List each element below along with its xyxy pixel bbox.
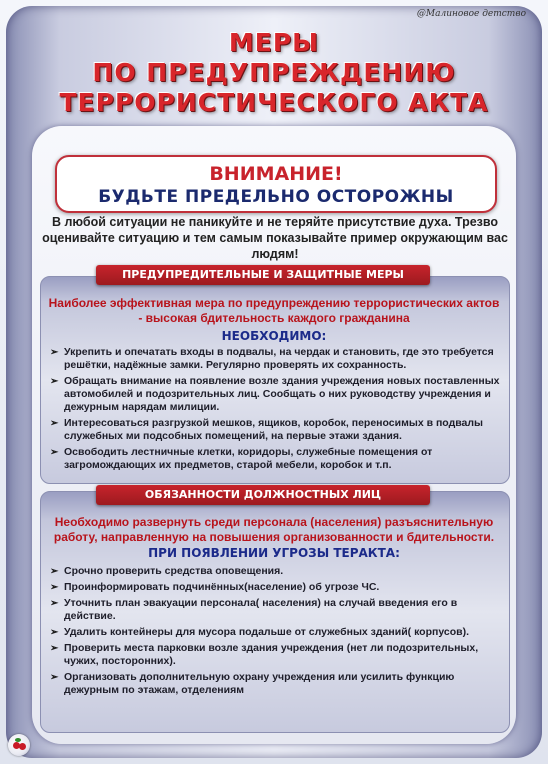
section-2-list	[50, 565, 502, 700]
leaf-shape	[15, 738, 21, 742]
arrow-bullet-icon: ➢	[50, 598, 59, 609]
brand-watermark: @Малиновое детство	[416, 9, 526, 19]
section-1-banner: ПРЕДУПРЕДИТЕЛЬНЫЕ И ЗАЩИТНЫЕ МЕРЫ	[96, 265, 430, 285]
arrow-bullet-icon: ➢	[50, 627, 59, 638]
list-item: ➢ Обращать внимание на появление возле здания учреждения новых поставленных автомобилей и подозрительных лиц. Сообщать о них руководству учреждения и дежурным нарядам милиции.	[50, 375, 500, 413]
section-2-heading: ПРИ ПОЯВЛЕНИИ УГРОЗЫ ТЕРАКТА:	[148, 546, 400, 560]
title-line-2: ПО ПРЕДУПРЕЖДЕНИЮ	[92, 58, 456, 87]
section-2-lead: Необходимо развернуть среди персонала (населения) разъяснительную работу, направленную на повышения организованности и бдительности.	[53, 515, 495, 544]
berry-dot	[19, 743, 26, 750]
arrow-bullet-icon: ➢	[50, 566, 59, 577]
arrow-bullet-icon: ➢	[50, 582, 59, 593]
arrow-bullet-icon: ➢	[50, 376, 59, 387]
list-item: ➢ Проинформировать подчинённых(население) об угрозе ЧС.	[50, 581, 380, 593]
list-item: ➢ Удалить контейнеры для мусора подальше от служебных зданий( корпусов).	[50, 626, 470, 638]
title-line-3: ТЕРРОРИСТИЧЕСКОГО АКТА	[59, 88, 489, 117]
title-line-1: МЕРЫ	[228, 28, 320, 57]
list-item: ➢ Интересоваться разгрузкой мешков, ящиков, коробок, переносимых в подвалы служебных ми подсобных помещений, на первые этажи здания.	[50, 417, 484, 442]
section-1-heading: НЕОБХОДИМО:	[221, 329, 327, 343]
arrow-bullet-icon: ➢	[50, 643, 59, 654]
attention-box	[55, 155, 497, 213]
list-item: ➢ Укрепить и опечатать входы в подвалы, на чердак и становить, где это требуется решётки, надёжные замки. Регулярно проверять их сохранность.	[50, 346, 494, 371]
arrow-bullet-icon: ➢	[50, 418, 59, 429]
list-item: ➢ Организовать дополнительную охрану учреждения или усилить функцию дежурным по этажам, отделениям	[50, 671, 455, 696]
section-2-banner: ОБЯЗАННОСТИ ДОЛЖНОСТНЫХ ЛИЦ	[96, 485, 430, 505]
list-item: ➢ Срочно проверить средства оповещения.	[50, 565, 284, 577]
attention-subheading: БУДЬТЕ ПРЕДЕЛЬНО ОСТОРОЖНЫ	[98, 187, 454, 207]
section-1-list	[50, 346, 502, 475]
arrow-bullet-icon: ➢	[50, 672, 59, 683]
section-1-lead: Наиболее эффективная мера по предупреждению террористических актов - высокая бдительность каждого гражданина	[48, 296, 500, 325]
list-item: ➢ Проверить места парковки возле здания учреждения (нет ли подозрительных, чужих, посторонних).	[50, 642, 479, 667]
raspberry-logo-icon	[8, 734, 30, 756]
list-item: ➢ Освободить лестничные клетки, коридоры, служебные помещения от загромождающих их предметов, старой мебели, коробок и т.п.	[50, 446, 433, 471]
intro-text: В любой ситуации не паникуйте и не теряйте присутствие духа. Трезво оценивайте ситуацию и тем самым показывайте пример окружающим вас людям!	[42, 215, 508, 261]
arrow-bullet-icon: ➢	[50, 347, 59, 358]
list-item: ➢ Уточнить план эвакуации персонала( населения) на случай введения его в действие.	[50, 597, 458, 622]
attention-heading: ВНИМАНИЕ!	[209, 163, 343, 185]
arrow-bullet-icon: ➢	[50, 447, 59, 458]
